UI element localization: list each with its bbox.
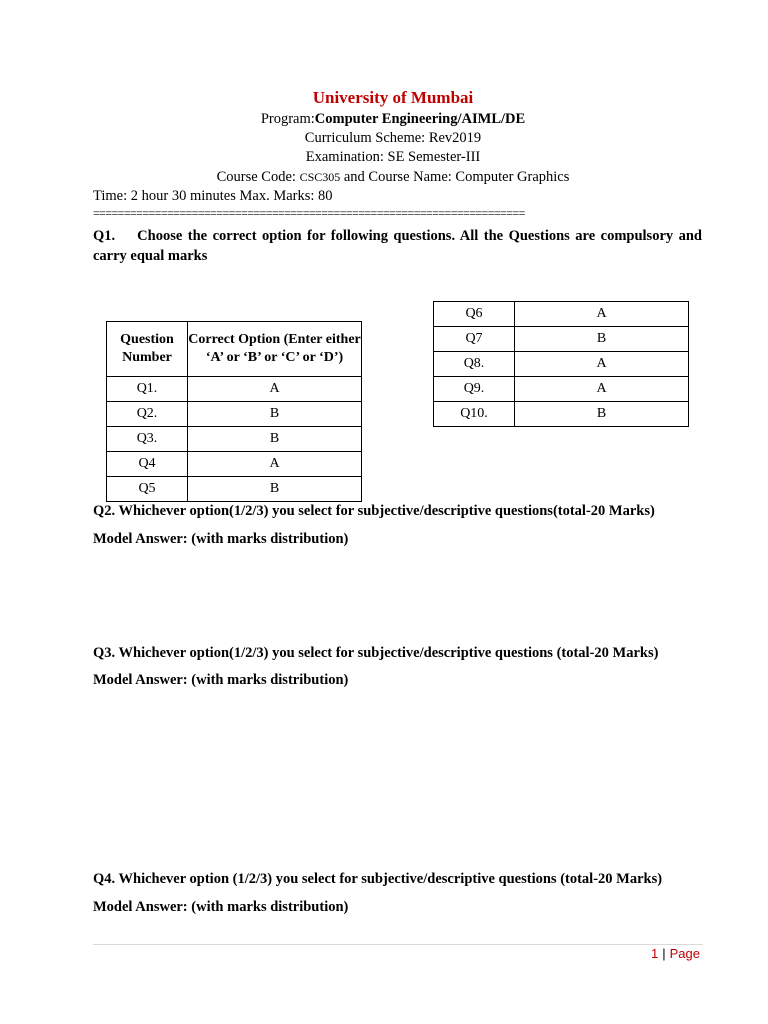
question-cell: Q10.: [434, 402, 515, 427]
header-question-number: Question Number: [107, 322, 188, 377]
question-2-model-answer: Model Answer: (with marks distribution): [93, 531, 349, 547]
university-title: University of Mumbai: [312, 88, 474, 107]
question-cell: Q7: [434, 327, 515, 352]
course-code-label: Course Code:: [216, 169, 300, 185]
page-label: Page: [669, 946, 700, 961]
question-cell: Q8.: [434, 352, 515, 377]
table-row: [434, 302, 689, 327]
question-4: Q4. Whichever option (1/2/3) you select for subjective/descriptive questions (total-20 Marks): [93, 871, 663, 887]
table-row: [107, 427, 362, 452]
question-cell: Q2.: [107, 402, 188, 427]
course-name: and Course Name: Computer Graphics: [340, 169, 570, 185]
question-1: [93, 226, 702, 266]
question-cell: Q6: [434, 302, 515, 327]
question-cell: Q5: [107, 477, 188, 502]
program-line: [0, 111, 768, 128]
program-label: Program:: [260, 111, 315, 127]
question-cell: Q3.: [107, 427, 188, 452]
table-row: [107, 452, 362, 477]
header-correct-option: Correct Option (Enter either ‘A’ or ‘B’ or ‘C’ or ‘D’): [188, 322, 362, 377]
footer-divider: [93, 944, 703, 945]
page-number: 1: [651, 946, 659, 961]
time-marks: Time: 2 hour 30 minutes Max. Marks: 80: [93, 188, 333, 204]
course-line: [0, 169, 768, 186]
answer-cell: A: [515, 352, 689, 377]
curriculum-line: Curriculum Scheme: Rev2019: [304, 130, 482, 146]
table-row: [434, 402, 689, 427]
answer-cell: B: [188, 402, 362, 427]
question-1-text: Choose the correct option for following questions. All the Questions are compulsory and carry equal marks: [93, 228, 702, 264]
page-footer: [651, 946, 700, 961]
page-separator: |: [662, 946, 666, 961]
answer-table-1: [106, 321, 362, 502]
question-3: Q3. Whichever option(1/2/3) you select for subjective/descriptive questions (total-20 Marks): [93, 645, 659, 661]
answer-cell: B: [188, 427, 362, 452]
question-cell: Q4: [107, 452, 188, 477]
table-row: [107, 377, 362, 402]
question-cell: Q1.: [107, 377, 188, 402]
answer-cell: A: [188, 452, 362, 477]
examination-line: Examination: SE Semester-III: [305, 149, 481, 165]
table-header-row: [107, 322, 362, 377]
question-3-model-answer: Model Answer: (with marks distribution): [93, 672, 349, 688]
answer-cell: A: [515, 377, 689, 402]
answer-cell: B: [515, 327, 689, 352]
answer-cell: A: [515, 302, 689, 327]
question-1-number: Q1.: [93, 228, 116, 244]
answer-cell: A: [188, 377, 362, 402]
table-row: [434, 352, 689, 377]
table-row: [107, 477, 362, 502]
program-value: Computer Engineering/AIML/DE: [314, 111, 526, 127]
answer-table-2: [433, 301, 689, 427]
table-row: [107, 402, 362, 427]
answer-cell: B: [188, 477, 362, 502]
question-cell: Q9.: [434, 377, 515, 402]
course-code: CSC305: [299, 170, 341, 184]
question-2: Q2. Whichever option(1/2/3) you select for subjective/descriptive questions(total-20 Marks): [93, 503, 655, 519]
question-4-model-answer: Model Answer: (with marks distribution): [93, 899, 349, 915]
table-row: [434, 377, 689, 402]
separator-rule: ======================================================================: [93, 206, 525, 220]
table-row: [434, 327, 689, 352]
answer-cell: B: [515, 402, 689, 427]
